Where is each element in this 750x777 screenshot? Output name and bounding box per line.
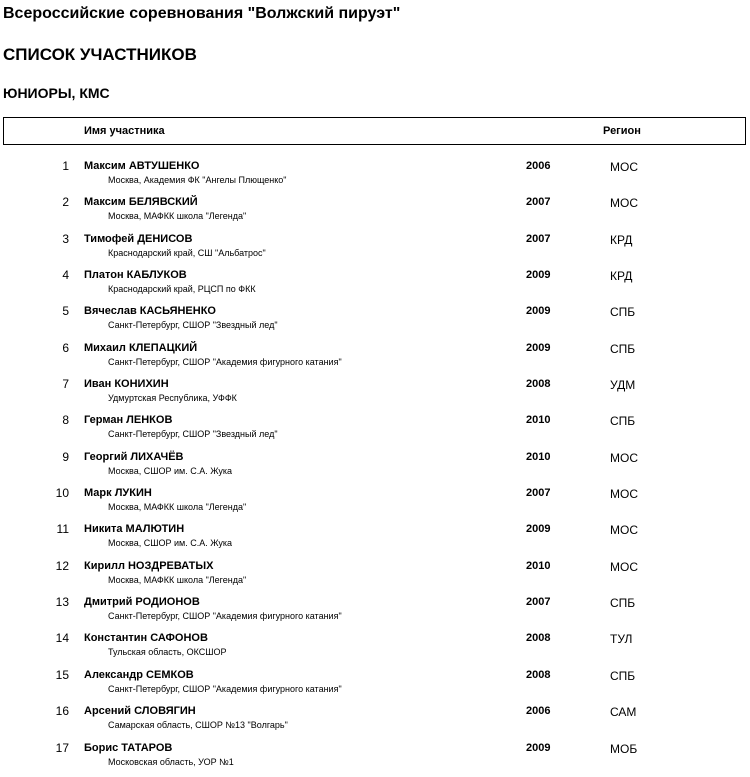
participant-region: МОС: [610, 487, 638, 502]
participant-number: 11: [56, 522, 69, 537]
participant-row: [0, 668, 750, 704]
participant-row: [0, 304, 750, 340]
participant-row: [0, 631, 750, 667]
participant-club: Краснодарский край, РЦСП по ФКК: [108, 284, 256, 295]
participant-name: Никита МАЛЮТИН: [84, 523, 185, 536]
participant-region: МОБ: [610, 741, 638, 756]
participant-region: МОС: [610, 160, 638, 174]
participant-number: 14: [55, 631, 69, 646]
participant-region: МОС: [610, 196, 638, 211]
participant-name: Кирилл НОЗДРЕВАТЫХ: [84, 559, 214, 572]
participant-number: 16: [55, 704, 69, 719]
participant-number: 5: [62, 304, 69, 319]
participant-year: 2007: [526, 487, 551, 500]
participant-row: [0, 450, 750, 486]
participant-name: Максим БЕЛЯВСКИЙ: [84, 196, 198, 209]
participant-name: Максим АВТУШЕНКО: [84, 160, 200, 172]
participant-region: СПБ: [610, 668, 636, 683]
participant-year: 2006: [526, 705, 551, 718]
participant-club: Самарская область, СШОР №13 "Волгарь": [108, 720, 288, 731]
participant-club: Тульская область, ОКСШОР: [108, 647, 227, 658]
participant-name: Георгий ЛИХАЧЁВ: [84, 450, 184, 463]
event-title: Всероссийские соревнования "Волжский пируэт": [3, 5, 401, 22]
participant-row: [0, 559, 750, 595]
table-header: [3, 117, 746, 145]
participant-club: Московская область, УОР №1: [108, 756, 234, 767]
participant-club: Москва, МАФКК школа "Легенда": [108, 502, 247, 513]
participant-name: Борис ТАТАРОВ: [84, 741, 173, 754]
participant-region: УДМ: [610, 378, 636, 393]
participant-year: 2010: [526, 450, 551, 463]
category-title: ЮНИОРЫ, КМС: [3, 85, 110, 101]
participant-year: 2009: [526, 269, 551, 282]
participant-name: Арсений СЛОВЯГИН: [84, 705, 196, 718]
participant-club: Москва, МАФКК школа "Легенда": [108, 211, 247, 222]
participant-club: Москва, СШОР им. С.А. Жука: [108, 538, 233, 549]
participant-club: Санкт-Петербург, СШОР "Академия фигурного катания": [108, 611, 342, 622]
participant-number: 3: [62, 231, 69, 246]
participant-row: [0, 486, 750, 522]
participant-region: СПБ: [610, 596, 636, 611]
participant-club: Москва, СШОР им. С.А. Жука: [108, 465, 233, 476]
participant-number: 7: [62, 377, 69, 392]
participant-club: Санкт-Петербург, СШОР "Звездный лед": [108, 429, 278, 440]
list-title: СПИСОК УЧАСТНИКОВ: [3, 45, 197, 64]
participant-row: [0, 522, 750, 558]
participant-club: Краснодарский край, СШ "Альбатрос": [108, 247, 266, 258]
participant-club: Санкт-Петербург, СШОР "Академия фигурного катания": [108, 356, 342, 367]
participant-club: Удмуртская Республика, УФФК: [108, 393, 237, 404]
participant-region: СПБ: [610, 305, 636, 320]
participant-row: [0, 159, 750, 195]
participant-number: 2: [62, 195, 69, 210]
participant-year: 2009: [526, 523, 551, 536]
participant-year: 2009: [526, 741, 551, 754]
participant-name: Дмитрий РОДИОНОВ: [84, 596, 200, 609]
participant-year: 2007: [526, 196, 551, 209]
participant-region: МОС: [610, 450, 638, 465]
participant-region: СПБ: [610, 341, 636, 356]
header-region: Регион: [603, 125, 641, 137]
participant-region: ТУЛ: [610, 632, 633, 647]
participants-list: [0, 159, 750, 777]
participant-number: 9: [62, 449, 69, 464]
participant-row: [0, 377, 750, 413]
participant-year: 2008: [526, 378, 551, 391]
participant-number: 10: [55, 486, 69, 501]
participant-year: 2008: [526, 632, 551, 645]
participant-name: Михаил КЛЕПАЦКИЙ: [84, 341, 198, 354]
participant-club: Санкт-Петербург, СШОР "Академия фигурного катания": [108, 683, 342, 694]
participant-club: Москва, МАФКК школа "Легенда": [108, 574, 247, 585]
participant-number: 6: [62, 340, 69, 355]
participant-number: 17: [55, 740, 69, 755]
participant-region: КРД: [610, 269, 633, 284]
participant-row: [0, 741, 750, 777]
participant-number: 15: [55, 667, 69, 682]
participant-region: МОС: [610, 523, 638, 538]
participant-name: Тимофей ДЕНИСОВ: [84, 232, 193, 245]
participant-name: Вячеслав КАСЬЯНЕНКО: [84, 305, 216, 318]
participant-row: [0, 704, 750, 740]
participant-year: 2010: [526, 414, 551, 427]
participant-name: Платон КАБЛУКОВ: [84, 269, 187, 282]
participant-number: 12: [55, 558, 69, 573]
participant-row: [0, 595, 750, 631]
participant-row: [0, 232, 750, 268]
participant-row: [0, 268, 750, 304]
participant-row: [0, 413, 750, 449]
participant-year: 2007: [526, 232, 551, 245]
participant-number: 4: [62, 268, 69, 283]
participant-name: Герман ЛЕНКОВ: [84, 414, 173, 427]
participant-club: Санкт-Петербург, СШОР "Звездный лед": [108, 320, 278, 331]
participant-number: 1: [62, 159, 69, 173]
participant-year: 2009: [526, 341, 551, 354]
participant-year: 2006: [526, 160, 551, 172]
participant-number: 13: [55, 595, 69, 610]
participant-year: 2007: [526, 596, 551, 609]
participant-number: 8: [62, 413, 69, 428]
header-name: Имя участника: [84, 125, 165, 137]
participant-region: МОС: [610, 559, 638, 574]
participant-year: 2008: [526, 668, 551, 681]
participant-name: Иван КОНИХИН: [84, 378, 169, 391]
participant-region: КРД: [610, 232, 633, 247]
participant-name: Константин САФОНОВ: [84, 632, 208, 645]
participant-row: [0, 341, 750, 377]
participant-row: [0, 195, 750, 231]
participant-name: Александр СЕМКОВ: [84, 668, 194, 681]
participant-region: СПБ: [610, 414, 636, 429]
participant-club: Москва, Академия ФК "Ангелы Плющенко": [108, 175, 287, 185]
participant-name: Марк ЛУКИН: [84, 487, 152, 500]
participant-region: САМ: [610, 705, 637, 720]
participant-year: 2009: [526, 305, 551, 318]
participant-year: 2010: [526, 559, 551, 572]
